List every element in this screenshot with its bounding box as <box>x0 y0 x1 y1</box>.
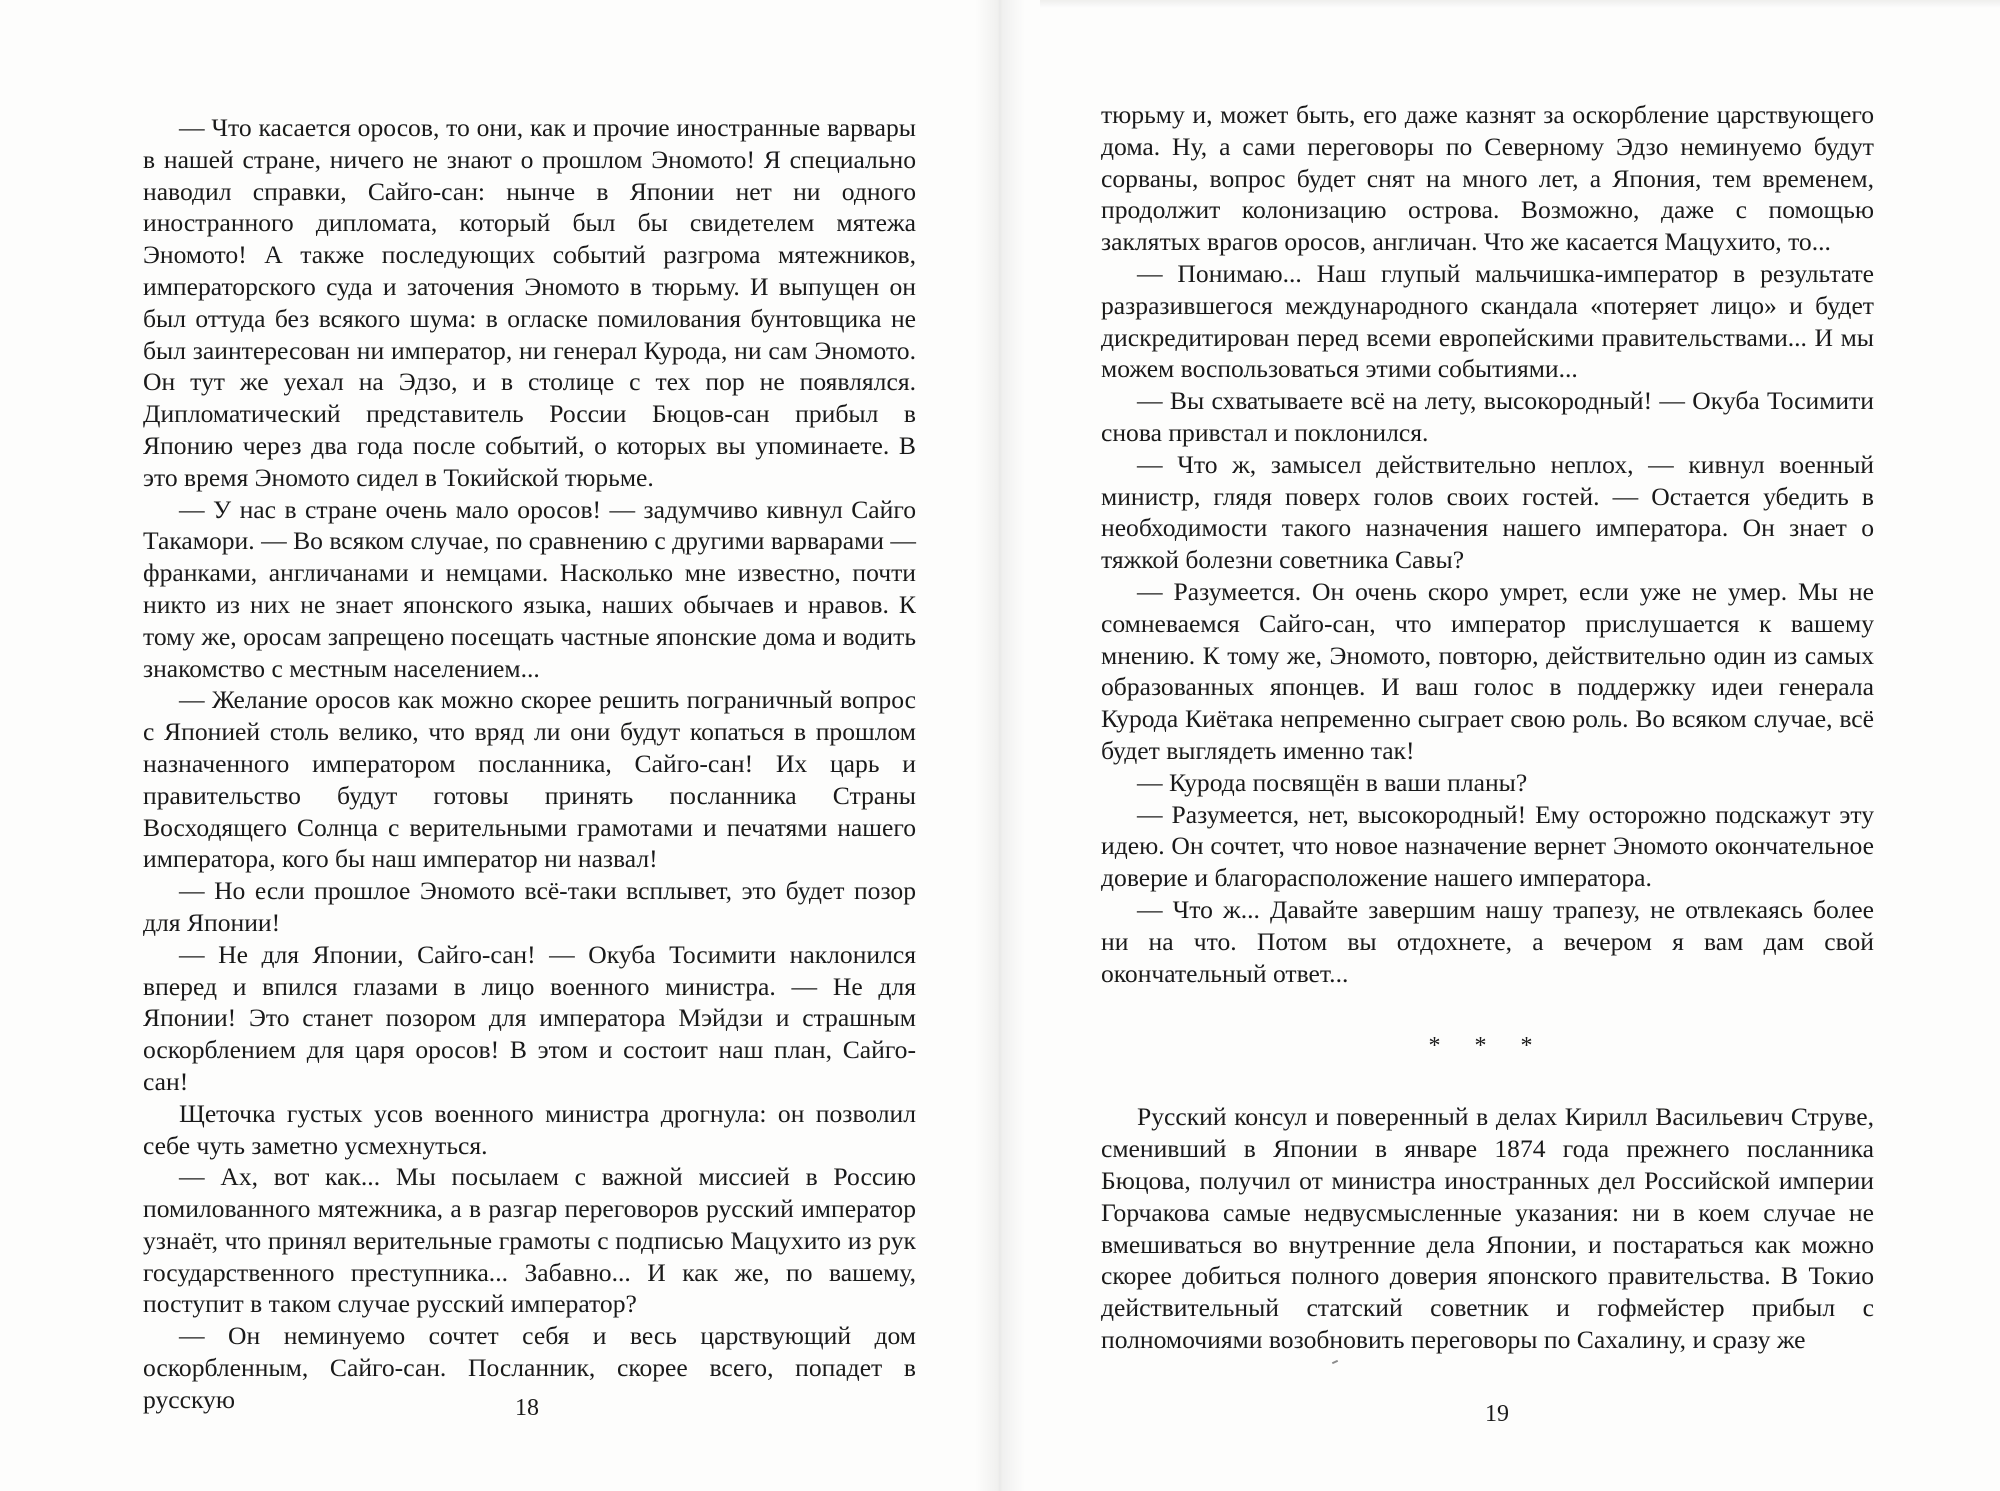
paragraph: — Но если прошлое Эномото всё-таки всплывет, это будет позор для Японии! <box>143 876 916 937</box>
paragraph: — Курода посвящён в ваши планы? <box>1137 767 1528 797</box>
page-number-right: 19 <box>1485 1401 1509 1427</box>
paragraph: — Что касается оросов, то они, как и прочие иностранные варвары в нашей стране, ничего не знают о прошлом Эномото! Я специально наводил справки, Сайго-сан: нынче в Японии нет ни одного иностранного дипломата, который был бы свидетелем мятежа Эномото! А также последующих событий разгрома мятежников, императорского суда и заточения Эномото в тюрьму. И выпущен он был оттуда без всякого шума: в огласке помилования бунтовщика не был заинтересован ни император, ни генерал Курода, ни сам Эномото. Он тут же уехал на Эдзо, и в столице с тех пор не появлялся. Дипломатический представитель России Бюцов-сан прибыл в Японию через два года после событий, о которых вы упоминаете. В это время Эномото сидел в Токийской тюрьме. <box>143 113 916 492</box>
page-number-left: 18 <box>515 1395 539 1421</box>
paragraph: — Что ж, замысел действительно неплох, — кивнул военный министр, глядя поверх голов своих гостей. — Остается убедить в необходимости такого назначения нашего императора. Он знает о тяжкой болезни советника Савы? <box>1101 449 1874 575</box>
paragraph: — Желание оросов как можно скорее решить пограничный вопрос с Японией столь велико, что вряд ли они будут копаться в прошлом назначенного императором посланника, Сайго-сан! Их царь и правительство будут готовы принять посланника Страны Восходящего Солнца с верительными грамотами и печатями нашего императора, кого бы наш император ни назвал! <box>143 685 916 874</box>
paragraph: Щеточка густых усов военного министра дрогнула: он позволил себе чуть заметно усмехнуться. <box>143 1098 916 1160</box>
paragraph: — Ах, вот как... Мы посылаем с важной миссией в Россию помилованного мятежника, а в разгар переговоров русский император узнаёт, что принял верительные грамоты с подписью Мацухито из рук государственного преступника... Забавно... И как же, по вашему, поступит в таком случае русский император? <box>143 1162 916 1319</box>
paragraph: — У нас в стране очень мало оросов! — задумчиво кивнул Сайго Такамори. — Во всяком случае, по сравнению с другими варварами — франками, англичанами и немцами. Насколько мне известно, почти никто из них не знает японского языка, наших обычаев и нравов. К тому же, оросам запрещено посещать частные японские дома и водить знакомство с местным населением... <box>143 494 916 683</box>
section-break: * * * <box>1428 1033 1547 1060</box>
right-page <box>1010 0 2000 1491</box>
paragraph: — Понимаю... Наш глупый мальчишка-император в результате разразившегося международного скандала «потеряет лицо» и будет дискредитирован перед всеми европейскими правительствами... И мы можем воспользоваться этими событиями... <box>1101 258 1874 384</box>
left-page <box>0 0 990 1491</box>
paragraph: — Он неминуемо сочтет себя и весь царствующий дом оскорбленным, Сайго-сан. Посланник, скорее всего, попадет в русскую <box>143 1321 916 1414</box>
right-page-text <box>1101 99 1874 1356</box>
paragraph: — Разумеется, нет, высокородный! Ему осторожно подскажут эту идею. Он сочтет, что новое назначение вернет Эномото окончательное доверие и благорасположение нашего императора. <box>1101 799 1874 893</box>
paragraph: — Вы схватываете всё на лету, высокородный! — Окуба Тосимити снова привстал и поклонился. <box>1101 386 1874 447</box>
paragraph: — Что ж... Давайте завершим нашу трапезу, не отвлекаясь более ни на что. Потом вы отдохнете, а вечером я вам дам свой окончательный ответ... <box>1101 894 1874 988</box>
left-page-text <box>143 112 916 1416</box>
paragraph: Русский консул и поверенный в делах Кирилл Васильевич Струве, сменивший в Японии в январе 1874 года прежнего посланника Бюцова, получил от министра иностранных дел Российской империи Горчакова самые недвусмысленные указания: ни в коем случае не вмешиваться во внутренние дела Японии, и постараться как можно скорее добиться полного доверия японского правительства. В Токио действительный статский советник и гофмейстер прибыл с полномочиями возобновить переговоры по Сахалину, и сразу же <box>1101 1102 1874 1354</box>
paragraph-continued: тюрьму и, может быть, его даже казнят за оскорбление царствующего дома. Ну, а сами переговоры по Северному Эдзо неминуемо будут сорваны, вопрос будет снят на много лет, а Япония, тем временем, продолжит колонизацию острова. Возможно, даже с помощью заклятых врагов оросов, англичан. Что же касается Мацухито, то... <box>1101 100 1874 257</box>
paragraph: — Не для Японии, Сайго-сан! — Окуба Тосимити наклонился вперед и впился глазами в лицо военного министра. — Не для Японии! Это станет позором для императора Мэйдзи и страшным оскорблением для царя оросов! В этом и состоит наш план, Сайго-сан! <box>143 939 916 1096</box>
paragraph: — Разумеется. Он очень скоро умрет, если уже не умер. Мы не сомневаемся Сайго-сан, что император прислушается к вашему мнению. К тому же, Эномото, повторю, действительно один из самых образованных японцев. И ваш голос в поддержку идеи генерала Курода Киётака непременно сыграет свою роль. Во всяком случае, всё будет выглядеть именно так! <box>1101 576 1874 765</box>
print-speck <box>1332 1360 1338 1364</box>
